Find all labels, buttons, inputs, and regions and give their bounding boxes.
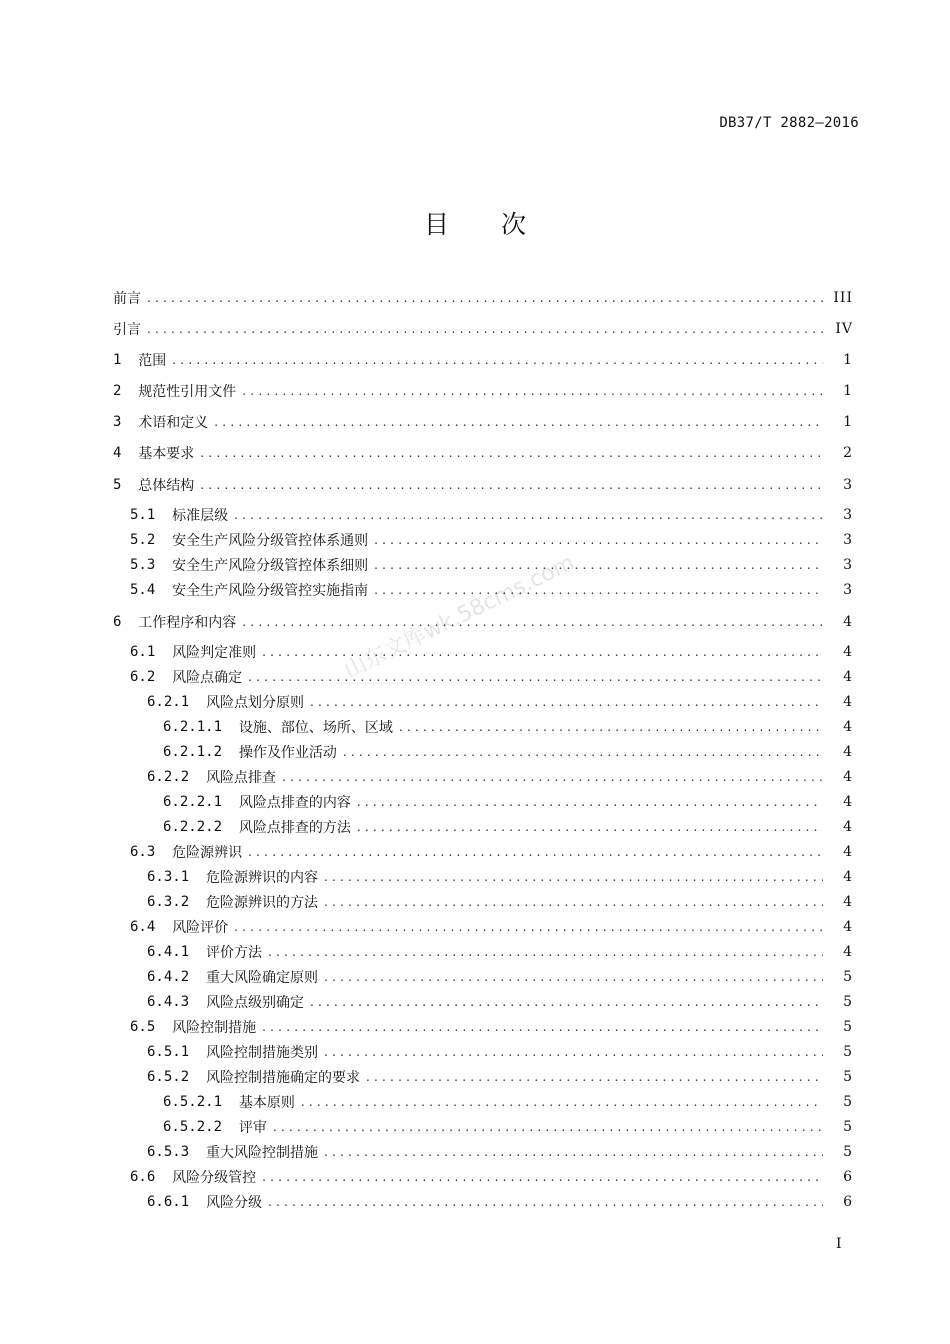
toc-entry-label: 引言: [113, 322, 141, 338]
toc-dot-leader: [324, 870, 823, 884]
toc-entry[interactable]: [113, 816, 853, 838]
toc-entry-label: 总体结构: [138, 478, 195, 494]
toc-entry-number: 2: [113, 383, 139, 399]
toc-entry-label: 安全生产风险分级管控体系细则: [172, 558, 369, 574]
toc-entry-label: 风险点确定: [172, 670, 243, 686]
toc-entry-label: 重大风险确定原则: [206, 970, 319, 986]
toc-entry-label: 风险控制措施确定的要求: [206, 1070, 361, 1086]
toc-entry[interactable]: [113, 380, 853, 402]
toc-entry-number: 6.2.2.2: [163, 819, 239, 835]
toc-entry-label: 风险点排查: [206, 770, 277, 786]
toc-entry[interactable]: [113, 1066, 853, 1088]
toc-entry-number: 6.2.2.1: [163, 794, 239, 810]
toc-entry-number: 6.4.3: [147, 994, 207, 1010]
toc-entry-page: 5: [843, 994, 853, 1010]
toc-dot-leader: [248, 845, 823, 859]
toc-entry-number: 6.5.3: [147, 1144, 207, 1160]
watermark: 山东文库wk.58cms.com: [340, 550, 579, 684]
toc-entry-number: 5: [113, 477, 139, 493]
toc-dot-leader: [214, 415, 823, 429]
toc-entry[interactable]: [113, 411, 853, 433]
toc-entry-page: 4: [843, 694, 853, 710]
toc-entry[interactable]: [113, 318, 853, 340]
toc-entry-label: 基本原则: [238, 1095, 295, 1111]
toc-entry[interactable]: [113, 442, 853, 464]
toc-entry[interactable]: [113, 1041, 853, 1063]
toc-entry-page: 4: [843, 919, 853, 935]
toc-dot-leader: [374, 558, 823, 572]
toc-entry-page: 4: [843, 669, 853, 685]
toc-entry-label: 风险点级别确定: [206, 995, 305, 1011]
toc-dot-leader: [310, 695, 823, 709]
toc-entry-label: 风险分级管控: [172, 1170, 257, 1186]
toc-entry-page: 1: [843, 414, 853, 430]
toc-dot-leader: [234, 508, 823, 522]
toc-entry[interactable]: [113, 579, 853, 601]
toc-entry-page: 4: [843, 794, 853, 810]
toc-entry[interactable]: [113, 841, 853, 863]
toc-dot-leader: [374, 533, 823, 547]
toc-entry-number: 6.6: [130, 1169, 173, 1185]
toc-entry[interactable]: [113, 1091, 853, 1113]
toc-entry-label: 危险源辨识的内容: [206, 870, 319, 886]
toc-entry-number: 5.2: [130, 532, 173, 548]
toc-dot-leader: [268, 945, 823, 959]
toc-entry-label: 风险评价: [172, 920, 229, 936]
toc-entry-number: 5.3: [130, 557, 173, 573]
toc-dot-leader: [268, 1195, 823, 1209]
toc-dot-leader: [200, 446, 823, 460]
toc-entry-number: 6.5.2: [147, 1069, 207, 1085]
toc-entry[interactable]: [113, 666, 853, 688]
toc-entry-number: 6.4.1: [147, 944, 207, 960]
toc-entry-page: 4: [843, 844, 853, 860]
toc-entry-page: 4: [843, 769, 853, 785]
toc-dot-leader: [310, 995, 823, 1009]
toc-entry-label: 风险控制措施类别: [206, 1045, 319, 1061]
toc-entry-number: 5.4: [130, 582, 173, 598]
toc-entry[interactable]: [113, 349, 853, 371]
toc-entry[interactable]: [113, 791, 853, 813]
toc-entry-label: 范围: [138, 353, 167, 369]
toc-entry-label: 设施、部位、场所、区域: [238, 720, 393, 736]
toc-entry-number: 6.1: [130, 644, 173, 660]
toc-entry-page: 5: [843, 1019, 853, 1035]
toc-entry-page: 6: [843, 1169, 853, 1185]
toc-entry[interactable]: [113, 529, 853, 551]
toc-entry-number: 3: [113, 414, 139, 430]
toc-dot-leader: [273, 1120, 823, 1134]
toc-entry-label: 危险源辨识的方法: [206, 895, 319, 911]
toc-entry-page: 3: [843, 557, 853, 573]
toc-dot-leader: [234, 920, 823, 934]
toc-entry-label: 基本要求: [138, 446, 195, 462]
toc-dot-leader: [324, 1145, 823, 1159]
toc-entry-page: IV: [835, 321, 853, 337]
toc-entry-number: 6.3: [130, 844, 173, 860]
toc-dot-leader: [262, 1020, 823, 1034]
toc-entry-page: 2: [843, 445, 853, 461]
toc-entry-label: 风险点划分原则: [206, 695, 305, 711]
toc-dot-leader: [343, 745, 823, 759]
toc-entry-page: 4: [843, 744, 853, 760]
toc-entry-label: 风险判定准则: [172, 645, 257, 661]
toc-entry-page: 3: [843, 477, 853, 493]
toc-entry[interactable]: [113, 916, 853, 938]
toc-entry-page: 5: [843, 1119, 853, 1135]
toc-entry[interactable]: [113, 287, 853, 309]
toc-entry[interactable]: [113, 716, 853, 738]
toc-entry-page: 6: [843, 1194, 853, 1210]
toc-entry-number: 6.2: [130, 669, 173, 685]
toc-entry-number: 6.5.2.1: [163, 1094, 239, 1110]
toc-entry-page: 4: [843, 644, 853, 660]
toc-entry-page: 4: [843, 819, 853, 835]
toc-entry[interactable]: [113, 941, 853, 963]
toc-entry-label: 风险控制措施: [172, 1020, 257, 1036]
toc-entry-label: 风险分级: [206, 1195, 263, 1211]
toc-entry-label: 评审: [238, 1120, 267, 1136]
page-title: 目 次: [424, 210, 548, 239]
toc-dot-leader: [248, 670, 823, 684]
toc-entry-number: 6.3.1: [147, 869, 207, 885]
toc-entry[interactable]: [113, 504, 853, 526]
toc-entry-number: 4: [113, 445, 139, 461]
toc-entry-label: 风险点排查的内容: [238, 795, 351, 811]
toc-entry-label: 危险源辨识: [172, 845, 243, 861]
toc-entry-page: 3: [843, 507, 853, 523]
toc-entry-page: 5: [843, 1094, 853, 1110]
toc-dot-leader: [399, 720, 823, 734]
toc-entry-page: 3: [843, 532, 853, 548]
toc-dot-leader: [357, 795, 823, 809]
toc-entry-page: 1: [843, 352, 853, 368]
toc-dot-leader: [200, 478, 823, 492]
toc-entry-label: 安全生产风险分级管控实施指南: [172, 583, 369, 599]
toc-entry-number: 6.2.1: [147, 694, 207, 710]
toc-entry-number: 6: [113, 614, 139, 630]
toc-entry[interactable]: [113, 691, 853, 713]
toc-entry-label: 操作及作业活动: [238, 745, 337, 761]
toc-entry-page: 1: [843, 383, 853, 399]
toc-dot-leader: [324, 895, 823, 909]
toc-entry[interactable]: [113, 1016, 853, 1038]
toc-entry[interactable]: [113, 554, 853, 576]
toc-entry[interactable]: [113, 1191, 853, 1213]
toc-dot-leader: [301, 1095, 823, 1109]
toc-dot-leader: [357, 820, 823, 834]
toc-entry[interactable]: [113, 641, 853, 663]
toc-entry[interactable]: [113, 611, 853, 633]
toc-entry-page: 4: [843, 894, 853, 910]
toc-dot-leader: [374, 583, 823, 597]
toc-entry[interactable]: [113, 866, 853, 888]
toc-entry-number: 6.5: [130, 1019, 173, 1035]
toc-dot-leader: [282, 770, 823, 784]
toc-entry-number: 6.5.1: [147, 1044, 207, 1060]
page-number: I: [836, 1236, 842, 1252]
toc-entry-number: 6.2.2: [147, 769, 207, 785]
toc-entry-number: 5.1: [130, 507, 173, 523]
toc-entry-number: 6.3.2: [147, 894, 207, 910]
toc-entry[interactable]: [113, 766, 853, 788]
toc-entry-label: 前言: [113, 291, 141, 307]
toc-entry-page: III: [833, 290, 853, 306]
toc-entry[interactable]: [113, 1116, 853, 1138]
toc-entry-number: 6.2.1.1: [163, 719, 239, 735]
toc-entry-label: 术语和定义: [138, 415, 209, 431]
toc-entry-page: 4: [843, 614, 853, 630]
toc-entry-number: 1: [113, 352, 139, 368]
toc-entry[interactable]: [113, 1166, 853, 1188]
toc-dot-leader: [366, 1070, 823, 1084]
toc-entry-page: 5: [843, 1144, 853, 1160]
toc-entry-number: 6.4.2: [147, 969, 207, 985]
toc-entry-page: 3: [843, 582, 853, 598]
toc-dot-leader: [172, 353, 823, 367]
toc-entry-page: 4: [843, 944, 853, 960]
toc-entry-page: 4: [843, 719, 853, 735]
toc-entry-number: 6.2.1.2: [163, 744, 239, 760]
toc-entry-label: 标准层级: [172, 508, 229, 524]
toc-entry-page: 4: [843, 869, 853, 885]
toc-entry-label: 评价方法: [206, 945, 263, 961]
toc-dot-leader: [147, 322, 823, 336]
document-code: DB37/T 2882—2016: [719, 115, 859, 131]
toc-entry-label: 重大风险控制措施: [206, 1145, 319, 1161]
toc-entry-number: 6.6.1: [147, 1194, 207, 1210]
toc-entry[interactable]: [113, 474, 853, 496]
toc-entry-number: 6.5.2.2: [163, 1119, 239, 1135]
toc-entry-label: 风险点排查的方法: [238, 820, 351, 836]
toc-entry-label: 规范性引用文件: [138, 384, 237, 400]
toc-dot-leader: [262, 645, 823, 659]
toc-dot-leader: [147, 291, 823, 305]
toc-entry-label: 安全生产风险分级管控体系通则: [172, 533, 369, 549]
toc-dot-leader: [324, 1045, 823, 1059]
toc-entry-page: 5: [843, 1069, 853, 1085]
toc-dot-leader: [324, 970, 823, 984]
toc-entry-page: 5: [843, 969, 853, 985]
toc-entry[interactable]: [113, 741, 853, 763]
toc-entry-label: 工作程序和内容: [138, 615, 237, 631]
toc-entry-number: 6.4: [130, 919, 173, 935]
toc-dot-leader: [242, 384, 823, 398]
toc-dot-leader: [242, 615, 823, 629]
toc-entry[interactable]: [113, 966, 853, 988]
toc-entry-page: 5: [843, 1044, 853, 1060]
toc-dot-leader: [262, 1170, 823, 1184]
toc-entry[interactable]: [113, 891, 853, 913]
toc-entry[interactable]: [113, 991, 853, 1013]
toc-entry[interactable]: [113, 1141, 853, 1163]
